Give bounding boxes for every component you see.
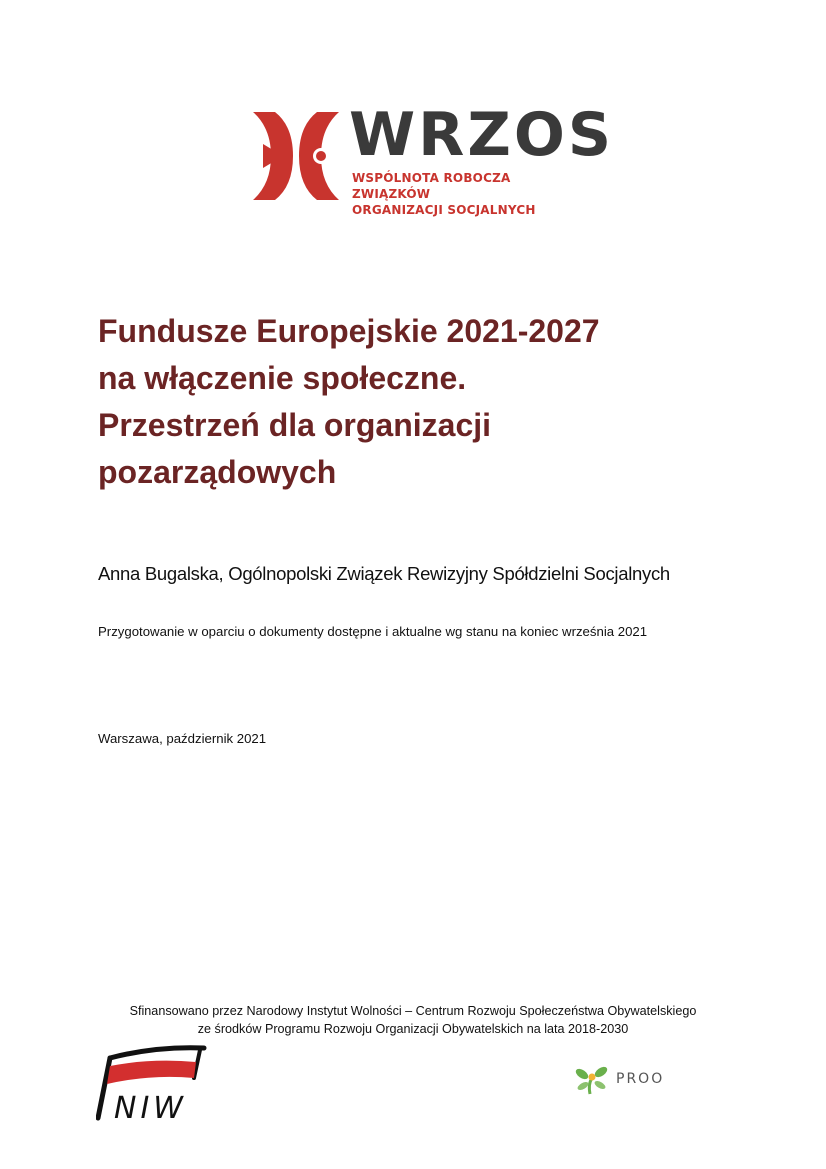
place-and-date: Warszawa, październik 2021 [98, 731, 267, 746]
wrzos-subtitle-line1: WSPÓLNOTA ROBOCZA ZWIĄZKÓW [352, 171, 511, 201]
title-line-1: Fundusze Europejskie 2021-2027 [98, 313, 600, 349]
funding-line-1: Sfinansowano przez Narodowy Instytut Wolności – Centrum Rozwoju Społeczeństwa Obywatelskiego [129, 1004, 697, 1018]
title-line-2: na włączenie społeczne. [98, 360, 467, 396]
niw-flag-icon [96, 1044, 210, 1124]
title-line-4: pozarządowych [98, 454, 337, 490]
proo-flower-icon [574, 1064, 610, 1096]
funding-statement [80, 1002, 746, 1038]
document-title [98, 308, 738, 496]
author-line: Anna Bugalska, Ogólnopolski Związek Rewizyjny Spółdzielni Socjalnych [98, 563, 670, 584]
proo-logo-text: PROO [616, 1071, 665, 1087]
proo-logo [574, 1064, 684, 1096]
title-line-3: Przestrzeń dla organizacji [98, 407, 492, 443]
wrzos-subtitle-line2: ORGANIZACJI SOCJALNYCH [352, 203, 536, 217]
preparation-note: Przygotowanie w oparciu o dokumenty dostępne i aktualne wg stanu na koniec września 2021 [98, 624, 648, 639]
wrzos-wordmark: WRZOS [349, 100, 615, 170]
wrzos-subtitle [352, 170, 593, 218]
wrzos-logo [253, 100, 615, 217]
funding-line-2: ze środków Programu Rozwoju Organizacji Obywatelskich na lata 2018-2030 [197, 1022, 629, 1036]
niw-logo [96, 1044, 210, 1124]
niw-logo-text: NIW [114, 1091, 187, 1124]
wrzos-mark-icon [253, 112, 339, 200]
